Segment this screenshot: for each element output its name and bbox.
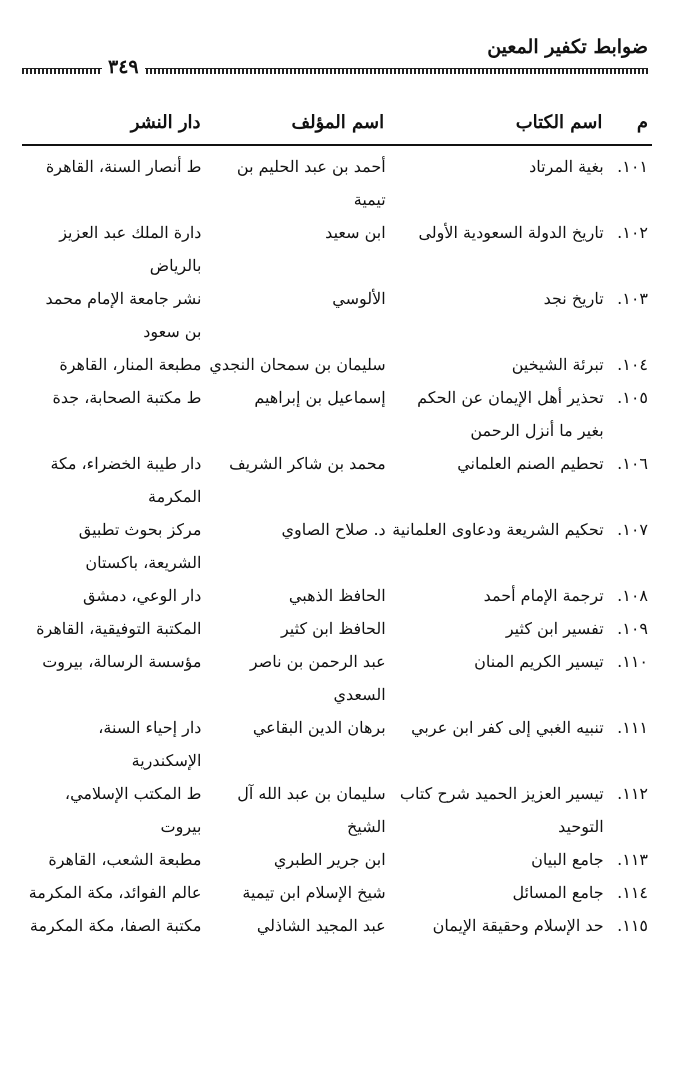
table-row [22,777,652,843]
book-title: تبرئة الشيخين [511,355,604,374]
row-number: ١٠١. [617,157,648,176]
table-body [22,146,652,942]
table-row [22,579,652,612]
author-name: ابن جرير الطبري [273,850,386,869]
table-header [22,100,652,146]
row-number: ١١٤. [617,883,648,902]
book-title: بغية المرتاد [529,157,604,176]
table-row [22,348,652,381]
table-row [22,612,652,645]
book-title: تفسير ابن كثير [505,619,604,638]
row-number: ١٠٩. [617,619,648,638]
row-number: ١٠٥. [617,388,648,407]
table-row [22,216,652,282]
book-title: تيسير الكريم المنان [474,652,604,671]
author-name: د. صلاح الصاوي [281,520,386,539]
author-name: الحافظ الذهبي [288,586,386,605]
bibliography-table [22,100,652,942]
book-title: جامع البيان [531,850,604,869]
author-name: الحافظ ابن كثير [280,619,386,638]
row-number: ١٠٣. [617,289,648,308]
table-row [22,146,652,216]
publisher-name: مكتبة الصفا، مكة المكرمة [29,916,202,935]
table-row [22,282,652,348]
author-name: شيخ الإسلام ابن تيمية [242,883,386,902]
row-number: ١١٣. [617,850,648,869]
publisher-name: مؤسسة الرسالة، بيروت [42,652,202,671]
row-number: ١٠٢. [617,223,648,242]
publisher-name: دار إحياء السنة، الإسكندرية [98,718,202,770]
book-title: تاريخ الدولة السعودية الأولى [418,223,604,242]
table-row [22,447,652,513]
column-header-publisher: دار النشر [130,111,201,133]
running-title: ضوابط تكفير المعين [487,36,648,58]
page-number: ٣٤٩ [102,56,145,78]
table-row [22,876,652,909]
author-name: سليمان بن سمحان النجدي [209,355,386,374]
book-title: تاريخ نجد [543,289,604,308]
row-number: ١٠٨. [617,586,648,605]
publisher-name: ط المكتب الإسلامي، بيروت [64,784,202,836]
row-number: ١٠٧. [617,520,648,539]
column-header-author: اسم المؤلف [291,111,385,133]
publisher-name: مطبعة الشعب، القاهرة [48,850,202,869]
book-title: جامع المسائل [512,883,604,902]
table-row [22,381,652,447]
publisher-name: المكتبة التوفيقية، القاهرة [36,619,202,638]
book-title: حد الإسلام وحقيقة الإيمان [432,916,604,935]
book-title: تحكيم الشريعة ودعاوى العلمانية [392,520,604,539]
author-name: ابن سعيد [325,223,386,242]
book-title: تحذير أهل الإيمان عن الحكم بغير ما أنزل الرحمن [417,388,604,440]
row-number: ١٠٦. [617,454,648,473]
author-name: عبد الرحمن بن ناصر السعدي [249,652,386,704]
publisher-name: مطبعة المنار، القاهرة [59,355,202,374]
row-number: ١٠٤. [617,355,648,374]
author-name: إسماعيل بن إبراهيم [254,388,386,407]
publisher-name: نشر جامعة الإمام محمد بن سعود [45,289,202,341]
publisher-name: دار الوعي، دمشق [83,586,202,605]
author-name: سليمان بن عبد الله آل الشيخ [237,784,386,836]
author-name: عبد المجيد الشاذلي [256,916,386,935]
row-number: ١١٠. [617,652,648,671]
author-name: أحمد بن عبد الحليم بن تيمية [236,157,386,209]
row-number: ١١٢. [617,784,648,803]
row-number: ١١٥. [617,916,648,935]
publisher-name: مركز بحوث تطبيق الشريعة، باكستان [78,520,202,572]
table-row [22,645,652,711]
book-title: تنبيه الغبي إلى كفر ابن عربي [411,718,604,737]
column-header-number: م [636,111,648,133]
author-name: محمد بن شاكر الشريف [229,454,386,473]
table-row [22,843,652,876]
author-name: الألوسي [332,289,386,308]
publisher-name: دار طيبة الخضراء، مكة المكرمة [50,454,202,506]
author-name: برهان الدين البقاعي [252,718,386,737]
row-number: ١١١. [617,718,648,737]
column-header-title: اسم الكتاب [515,111,603,133]
publisher-name: ط مكتبة الصحابة، جدة [52,388,202,407]
book-title: تيسير العزيز الحميد شرح كتاب التوحيد [399,784,604,836]
table-row [22,513,652,579]
book-title: ترجمة الإمام أحمد [483,586,604,605]
table-row [22,711,652,777]
publisher-name: ط أنصار السنة، القاهرة [45,157,202,176]
table-row [22,909,652,942]
publisher-name: عالم الفوائد، مكة المكرمة [28,883,202,902]
book-title: تحطيم الصنم العلماني [457,454,604,473]
publisher-name: دارة الملك عبد العزيز بالرياض [59,223,202,275]
